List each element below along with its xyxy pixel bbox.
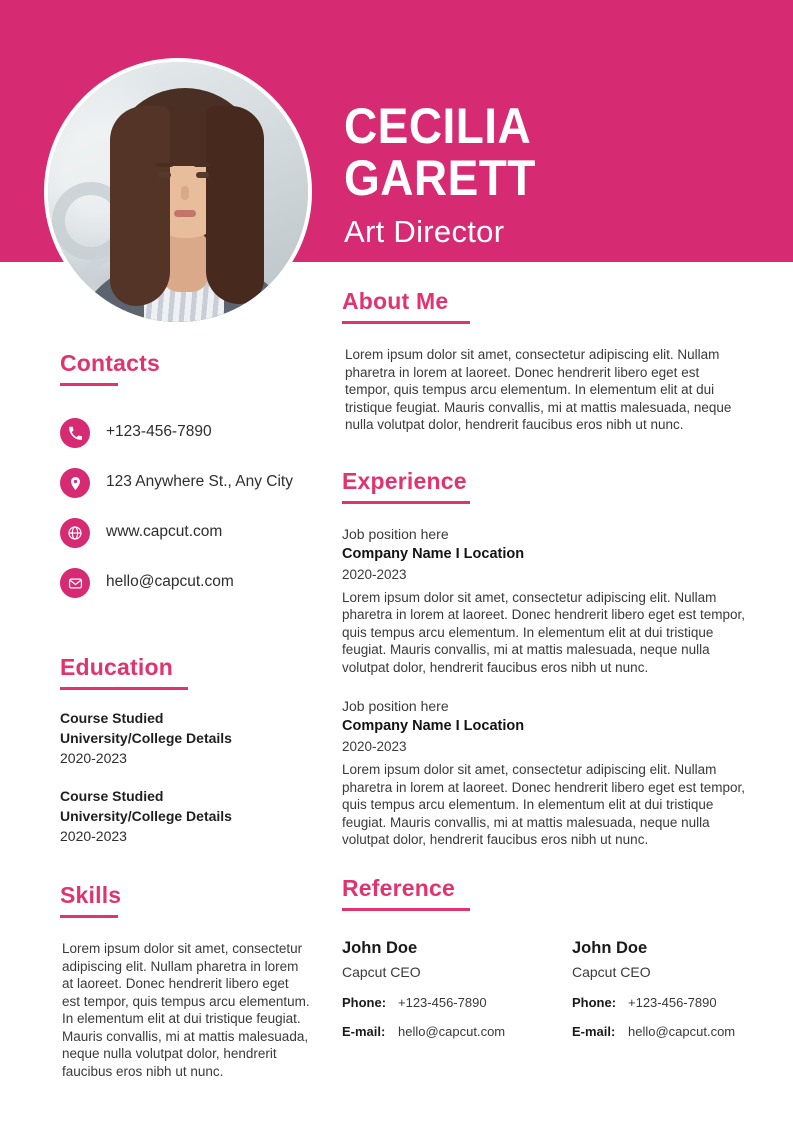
contact-phone-text: +123-456-7890 bbox=[106, 423, 212, 440]
job-title: Art Director bbox=[344, 214, 505, 249]
globe-icon bbox=[60, 518, 90, 548]
reference-email-row bbox=[342, 1023, 514, 1041]
reference-phone-value: +123-456-7890 bbox=[628, 994, 717, 1010]
experience-years: 2020-2023 bbox=[342, 739, 407, 754]
reference-phone-label: Phone: bbox=[572, 994, 617, 1010]
education-item bbox=[60, 786, 310, 846]
experience-item bbox=[342, 696, 747, 849]
experience-item bbox=[342, 524, 747, 677]
reference-name: John Doe bbox=[342, 938, 418, 957]
skills-heading: Skills bbox=[60, 882, 122, 908]
reference-phone-label: Phone: bbox=[342, 994, 387, 1010]
reference-phone-row bbox=[342, 994, 514, 1012]
reference-email-label: E-mail: bbox=[572, 1023, 616, 1039]
experience-position: Job position here bbox=[342, 525, 449, 542]
education-school: University/College Details bbox=[60, 808, 232, 824]
experience-heading-rule bbox=[342, 501, 470, 504]
about-section bbox=[342, 288, 747, 434]
experience-description: Lorem ipsum dolor sit amet, consectetur adipiscing elit. Nullam pharetra in lorem at laoreet. Donec hendrerit libero eget est tempor, quis tempus arcu elementum. In elementum elit at dui tristique feugiat. Mauris convallis, mi at mattis malesuada, neque nulla volutpat dolor, hendrerit faucibus eros nibh ut nunc. bbox=[342, 589, 745, 675]
contact-address[interactable] bbox=[60, 468, 310, 498]
reference-heading-rule bbox=[342, 908, 470, 911]
reference-phone-row bbox=[572, 994, 744, 1012]
experience-section bbox=[342, 468, 747, 849]
phone-icon bbox=[60, 418, 90, 448]
contacts-section bbox=[60, 350, 310, 598]
envelope-icon bbox=[60, 568, 90, 598]
reference-card bbox=[342, 937, 514, 1041]
page-title: CECILIA GARETT bbox=[344, 98, 536, 206]
experience-company: Company Name I Location bbox=[342, 718, 525, 734]
about-heading-rule bbox=[342, 321, 470, 324]
contacts-heading: Contacts bbox=[60, 350, 161, 376]
reference-email-value: hello@capcut.com bbox=[398, 1023, 506, 1039]
right-column bbox=[342, 288, 747, 1041]
contact-email[interactable] bbox=[60, 568, 310, 598]
experience-heading: Experience bbox=[342, 467, 467, 494]
contact-website[interactable] bbox=[60, 518, 310, 548]
reference-email-row bbox=[572, 1023, 744, 1041]
education-years: 2020-2023 bbox=[60, 750, 127, 766]
contact-address-text: 123 Anywhere St., Any City bbox=[106, 473, 293, 490]
reference-role: Capcut CEO bbox=[572, 963, 651, 980]
about-heading: About Me bbox=[342, 288, 449, 314]
reference-email-value: hello@capcut.com bbox=[628, 1023, 736, 1039]
about-text: Lorem ipsum dolor sit amet, consectetur adipiscing elit. Nullam pharetra in lorem at laoreet. Donec hendrerit libero eget est tempor, quis tempus arcu elementum. In elementum elit at dui tristique feugiat. Mauris convallis, mi at mattis malesuada, neque nulla volutpat dolor, hendrerit faucibus eros nibh ut nunc. bbox=[345, 347, 732, 432]
left-column bbox=[60, 350, 310, 1080]
education-section bbox=[60, 654, 310, 846]
contact-phone[interactable] bbox=[60, 418, 310, 448]
name-block bbox=[344, 100, 764, 252]
education-heading: Education bbox=[60, 654, 173, 680]
contacts-heading-rule bbox=[60, 383, 118, 386]
education-course: Course Studied bbox=[60, 788, 164, 804]
reference-role: Capcut CEO bbox=[342, 963, 421, 980]
reference-card bbox=[572, 937, 744, 1041]
experience-years: 2020-2023 bbox=[342, 566, 407, 582]
avatar-portrait bbox=[48, 62, 312, 326]
experience-description: Lorem ipsum dolor sit amet, consectetur adipiscing elit. Nullam pharetra in lorem at laoreet. Donec hendrerit libero eget est tempor, quis tempus arcu elementum. In elementum elit at dui tristique feugiat. Mauris convallis, mi at mattis malesuada, neque nulla volutpat dolor, hendrerit faucibus eros nibh ut nunc. bbox=[342, 762, 745, 847]
location-pin-icon bbox=[60, 468, 90, 498]
reference-phone-value: +123-456-7890 bbox=[398, 994, 487, 1010]
education-school: University/College Details bbox=[60, 730, 232, 746]
contacts-list bbox=[60, 418, 310, 598]
contact-website-text: www.capcut.com bbox=[106, 523, 223, 540]
reference-list bbox=[342, 937, 747, 1041]
reference-name: John Doe bbox=[572, 938, 648, 957]
education-years: 2020-2023 bbox=[60, 828, 127, 844]
reference-email-label: E-mail: bbox=[342, 1023, 386, 1039]
experience-company: Company Name I Location bbox=[342, 545, 525, 562]
avatar bbox=[44, 58, 312, 326]
contact-email-text: hello@capcut.com bbox=[106, 573, 234, 590]
education-item bbox=[60, 708, 310, 768]
skills-heading-rule bbox=[60, 915, 118, 918]
education-heading-rule bbox=[60, 687, 188, 690]
skills-section bbox=[60, 882, 310, 1080]
reference-heading: Reference bbox=[342, 874, 456, 901]
education-course: Course Studied bbox=[60, 710, 164, 726]
experience-position: Job position here bbox=[342, 698, 449, 714]
skills-text: Lorem ipsum dolor sit amet, consectetur adipiscing elit. Nullam pharetra in lorem at laoreet. Donec hendrerit libero eget est tempor, quis tempus arcu elementum. In elementum elit at dui tristique feugiat. Mauris convallis, mi at mattis malesuada, neque nulla volutpat dolor, hendrerit faucibus eros nibh ut nunc. bbox=[62, 941, 310, 1079]
reference-section bbox=[342, 875, 747, 1041]
